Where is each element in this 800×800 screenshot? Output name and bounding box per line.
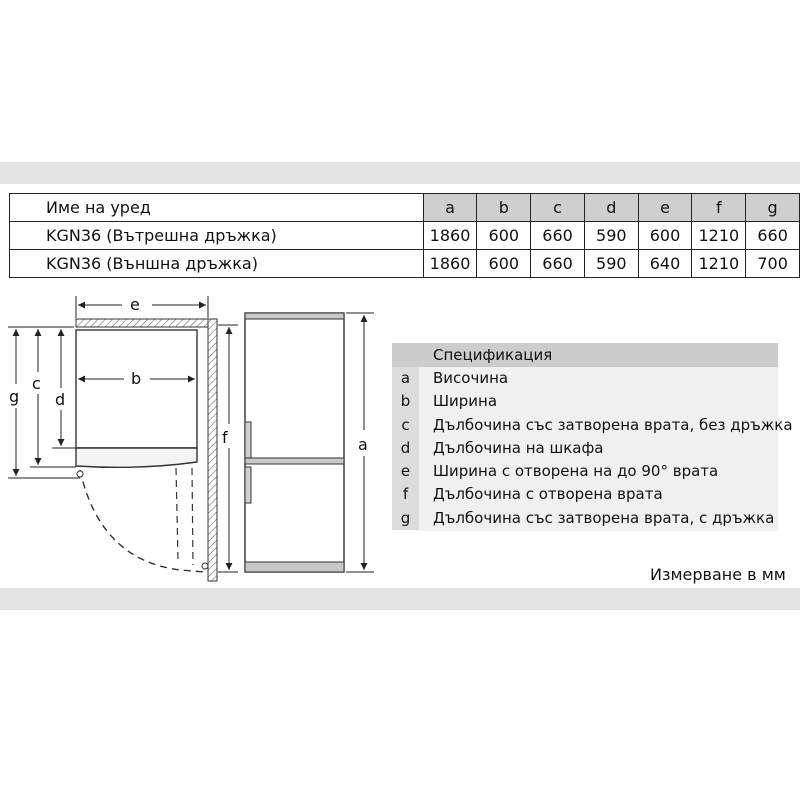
spec-key: a: [392, 367, 419, 390]
spec-text: Дълбочина на шкафа: [433, 438, 604, 457]
list-item: [392, 460, 800, 483]
cell-value: 700: [746, 250, 800, 278]
cell-value: 1210: [692, 250, 746, 278]
spec-key: e: [392, 460, 419, 483]
cabinet-front: [245, 313, 344, 572]
cell-value: 1210: [692, 222, 746, 250]
spec-key: c: [392, 414, 419, 437]
dim-label-f: f: [222, 428, 228, 447]
cell-value: 1860: [423, 222, 477, 250]
col-header-b: b: [477, 194, 531, 222]
list-item: [392, 483, 800, 506]
col-header-g: g: [746, 194, 800, 222]
cell-value: 600: [638, 222, 692, 250]
row-name: KGN36 (Вътрешна дръжка): [10, 222, 424, 250]
dim-label-a: a: [358, 435, 368, 454]
col-header-c: c: [531, 194, 585, 222]
cell-value: 1860: [423, 250, 477, 278]
cell-value: 600: [477, 222, 531, 250]
specification-legend: [392, 343, 793, 530]
dim-label-g: g: [9, 387, 20, 406]
dim-label-c: c: [32, 374, 41, 393]
dim-label-b: b: [131, 369, 142, 388]
door-gap: [245, 458, 344, 464]
dim-label-d: d: [55, 390, 66, 409]
col-header-a: a: [423, 194, 477, 222]
front-view: [218, 313, 374, 572]
spec-key: d: [392, 437, 419, 460]
handle-upper-icon: [245, 422, 251, 458]
wall-top-hatch: [76, 319, 208, 327]
spec-text: Ширина: [433, 392, 498, 411]
cell-value: 660: [531, 222, 585, 250]
spec-text: Височина: [433, 369, 509, 387]
header-label: Име на уред: [10, 194, 424, 222]
hinge-icon: [202, 563, 208, 569]
list-item: [392, 507, 800, 530]
cell-value: 600: [477, 250, 531, 278]
spec-text: Дълбочина със затворена врата, без дръжка: [433, 415, 793, 434]
dim-label-e: e: [130, 295, 140, 314]
hinge-icon: [77, 471, 83, 477]
cabinet-top-strip: [245, 313, 344, 319]
wall-side-hatch: [208, 319, 217, 581]
handle-lower-icon: [245, 467, 251, 503]
cell-value: 640: [638, 250, 692, 278]
col-header-e: e: [638, 194, 692, 222]
spec-key: b: [392, 390, 419, 413]
spec-text: Дълбочина със затворена врата, с дръжка: [433, 508, 775, 527]
cell-value: 590: [584, 250, 638, 278]
spec-text: Ширина с отворена на до 90° врата: [433, 462, 719, 481]
list-item: [392, 390, 800, 413]
spec-key: f: [392, 483, 419, 506]
list-item: [392, 367, 800, 390]
cell-value: 660: [531, 250, 585, 278]
col-header-f: f: [692, 194, 746, 222]
cabinet-body-top: [76, 330, 197, 448]
spec-title: Спецификация: [392, 343, 778, 367]
spec-text: Дълбочина с отворена врата: [433, 485, 663, 504]
list-item: [392, 414, 800, 437]
cell-value: 660: [746, 222, 800, 250]
door-swing-arc: [80, 470, 205, 572]
cell-value: 590: [584, 222, 638, 250]
spec-key: g: [392, 507, 419, 530]
row-name: KGN36 (Външна дръжка): [10, 250, 424, 278]
top-view: [8, 295, 217, 581]
list-item: [392, 437, 800, 460]
door-top: [76, 448, 197, 467]
col-header-d: d: [584, 194, 638, 222]
cabinet-base: [245, 562, 344, 572]
units-note: Измерване в мм: [650, 565, 786, 584]
open-door-outline: [176, 468, 193, 565]
